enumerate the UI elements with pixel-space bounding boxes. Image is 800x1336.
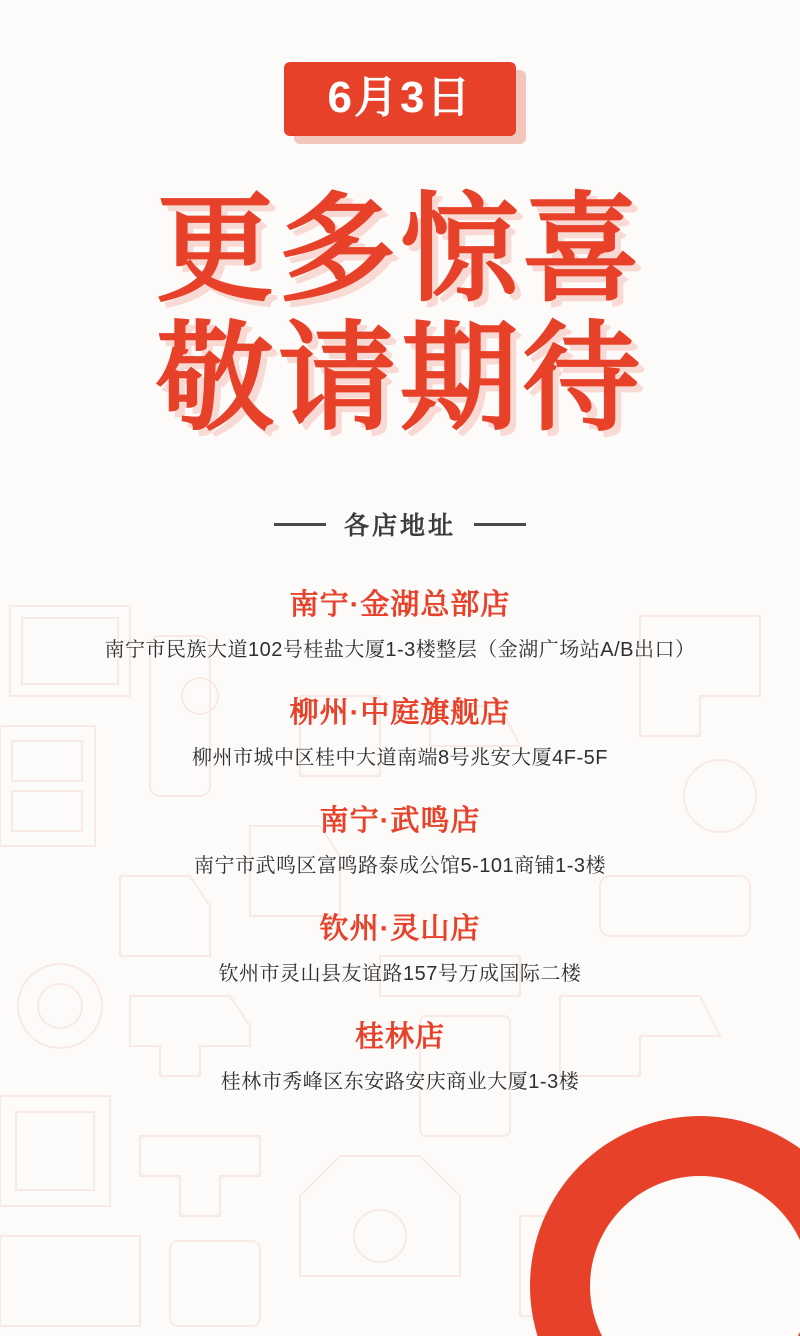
store-address: 柳州市城中区桂中大道南端8号兆安大厦4F-5F — [192, 747, 608, 770]
store-name: 钦州·灵山店 — [319, 913, 481, 946]
list-item — [0, 690, 800, 770]
store-name: 柳州·中庭旗舰店 — [289, 697, 511, 730]
store-address: 桂林市秀峰区东安路安庆商业大厦1-3楼 — [220, 1071, 580, 1094]
headline — [0, 184, 800, 446]
corner-arc-decoration — [530, 1116, 800, 1336]
store-name: 桂林店 — [354, 1021, 445, 1054]
headline-line-1: 更多惊喜 — [155, 184, 644, 316]
store-name: 南宁·金湖总部店 — [289, 589, 511, 622]
store-address: 南宁市武鸣区富鸣路泰成公馆5-101商铺1-3楼 — [193, 855, 607, 878]
date-badge-container — [0, 0, 800, 136]
store-list — [0, 582, 800, 1094]
divider-left — [274, 523, 326, 526]
corner-arc-inner-decoration — [590, 1176, 800, 1336]
list-item — [0, 906, 800, 986]
divider-right — [474, 523, 526, 526]
section-title — [0, 506, 800, 542]
section-title-label: 各店地址 — [343, 512, 456, 541]
headline-line-2: 敬请期待 — [155, 313, 644, 446]
store-name: 南宁·武鸣店 — [319, 805, 481, 838]
store-address: 钦州市灵山县友谊路157号万成国际二楼 — [218, 963, 582, 986]
list-item — [0, 1014, 800, 1094]
store-address: 南宁市民族大道102号桂盐大厦1-3楼整层（金湖广场站A/B出口） — [104, 639, 696, 662]
list-item — [0, 582, 800, 662]
date-badge — [284, 62, 517, 136]
date-badge-label: 6月3日 — [284, 62, 517, 136]
list-item — [0, 798, 800, 878]
